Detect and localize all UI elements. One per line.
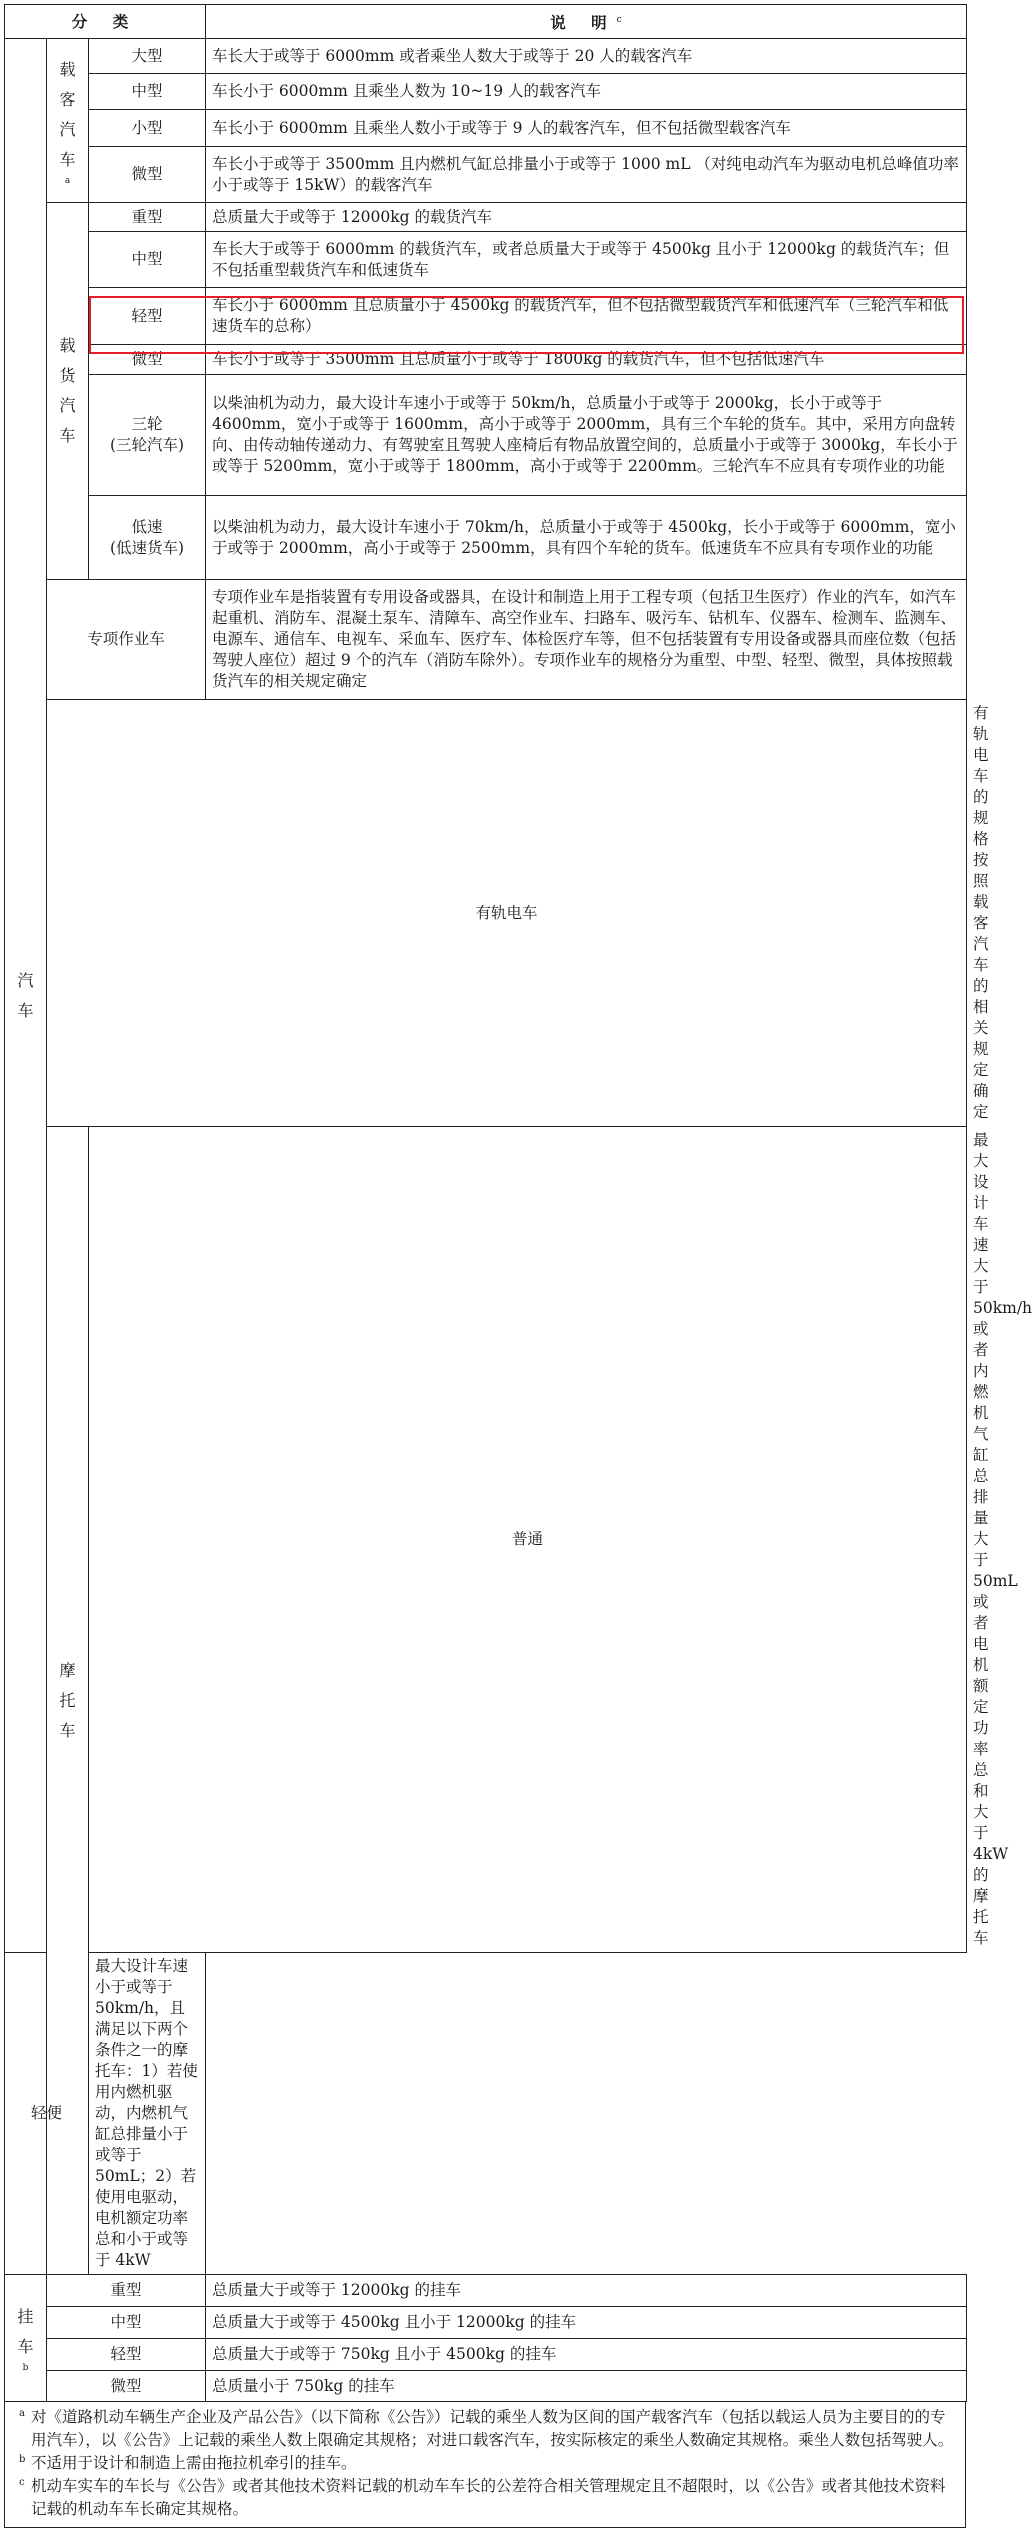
type-cell: 微型 <box>47 2371 206 2402</box>
table-row <box>5 110 967 147</box>
type-cell: 中型 <box>89 74 206 110</box>
desc-cell: 车长小于 6000mm 且乘坐人数为 10~19 人的载客汽车 <box>206 74 967 110</box>
desc-cell: 总质量大于或等于 750kg 且小于 4500kg 的挂车 <box>206 2339 967 2371</box>
type-cell: 中型 <box>89 232 206 288</box>
footnotes <box>4 2402 966 2528</box>
desc-cell: 车长小于或等于 3500mm 且内燃机气缸总排量小于或等于 1000 mL （对纯电动汽车为驱动电机总峰值功率小于或等于 15kW）的载客汽车 <box>206 147 967 203</box>
table-row <box>5 345 967 375</box>
desc-cell: 以柴油机为动力，最大设计车速小于或等于 50km/h，总质量小于或等于 2000kg，长小于或等于 4600mm，宽小于或等于 1600mm，高小于或等于 2000mm，具有三个车轮的货车。其中，采用方向盘转向、由传动轴传递动力、有驾驶室且驾驶人座椅后有物品放置空间的，总质量小于或等于 3000kg，车长小于或等于 5200mm，宽小于或等于 1800mm，高小于或等于 2200mm。三轮汽车不应具有专项作业的功能 <box>206 375 967 496</box>
table-row-highlighted <box>5 288 967 345</box>
vehicle-classification-table <box>4 4 1032 2402</box>
type-cell: 有轨电车 <box>47 700 967 1127</box>
table-row <box>5 2275 967 2307</box>
table-row <box>5 496 967 580</box>
desc-cell: 车长大于或等于 6000mm 或者乘坐人数大于或等于 20 人的载客汽车 <box>206 39 967 74</box>
group-auto: 汽 车 <box>5 39 47 1953</box>
table-row: 有轨电车 有轨电车的规格按照载客汽车的相关规定确定 <box>5 700 967 1127</box>
spec-document <box>4 4 1032 2518</box>
table-row <box>5 203 967 232</box>
table-row <box>5 39 967 74</box>
table-row <box>5 375 967 496</box>
type-cell: 轻型 <box>89 288 206 345</box>
table-row <box>5 2307 967 2339</box>
type-cell: 重型 <box>89 203 206 232</box>
table-row <box>5 147 967 203</box>
type-cell: 专项作业车 <box>47 580 206 700</box>
group-passenger: 载 客 汽 车 a <box>47 39 89 203</box>
footnote-b: b 不适用于设计和制造上需由拖拉机牵引的挂车。 <box>19 2454 357 2472</box>
type-cell: 小型 <box>89 110 206 147</box>
footnote-c: c 机动车实车的车长与《公告》或者其他技术资料记载的机动车车长的公差符合相关管理规定且不超限时，以《公告》或者其他技术资料记载的机动车车长确定其规格。 <box>19 2477 946 2518</box>
desc-cell: 车长大于或等于 6000mm 的载货汽车，或者总质量大于或等于 4500kg 且小于 12000kg 的载货汽车；但不包括重型载货汽车和低速货车 <box>206 232 967 288</box>
type-cell: 微型 <box>89 345 206 375</box>
table-row: 摩 托 车 普通 最大设计车速大于 50km/h 或者内燃机气缸总排量大于 50mL 或者电机额定功率总和大于 4kW 的摩托车 <box>5 1127 967 1953</box>
type-cell: 低速 (低速货车) <box>89 496 206 580</box>
desc-cell: 以柴油机为动力，最大设计车速小于 70km/h，总质量小于或等于 4500kg，长小于或等于 6000mm，宽小于或等于 2000mm，高小于或等于 2500mm，具有四个车轮的货车。低速货车不应具有专项作业的功能 <box>206 496 967 580</box>
type-cell: 轻型 <box>47 2339 206 2371</box>
desc-cell: 总质量小于 750kg 的挂车 <box>206 2371 967 2402</box>
table-row <box>5 2371 967 2402</box>
header-description: 说 明$^c$ <box>206 5 967 39</box>
desc-cell: 专项作业车是指装置有专用设备或器具，在设计和制造上用于工程专项（包括卫生医疗）作业的汽车，如汽车起重机、消防车、混凝土泵车、清障车、高空作业车、扫路车、吸污车、钻机车、仪器车、检测车、监测车、电源车、通信车、电视车、采血车、医疗车、体检医疗车等，但不包括装置有专用设备或器具而座位数（包括驾驶人座位）超过 9 个的汽车（消防车除外）。专项作业车的规格分为重型、中型、轻型、微型，具体按照载货汽车的相关规定确定 <box>206 580 967 700</box>
desc-cell: 总质量大于或等于 12000kg 的挂车 <box>206 2275 967 2307</box>
desc-cell: 总质量大于或等于 4500kg 且小于 12000kg 的挂车 <box>206 2307 967 2339</box>
desc-cell: 最大设计车速小于或等于 50km/h，且满足以下两个条件之一的摩托车：1）若使用内燃机驱动，内燃机气缸总排量小于或等于 50mL；2）若使用电驱动，电机额定功率总和小于或等于 4kW <box>89 1953 206 2275</box>
table-row <box>5 74 967 110</box>
table-row <box>5 232 967 288</box>
group-truck: 载 货 汽 车 <box>47 203 89 580</box>
group-moto: 摩 托 车 <box>47 1127 89 2275</box>
type-cell: 中型 <box>47 2307 206 2339</box>
desc-cell: 车长小于或等于 3500mm 且总质量小于或等于 1800kg 的载货汽车，但不包括低速汽车 <box>206 345 967 375</box>
table-row <box>5 1953 967 2275</box>
header-note-mark: c <box>616 14 622 25</box>
table-header-row <box>5 5 967 39</box>
type-cell: 大型 <box>89 39 206 74</box>
type-cell: 微型 <box>89 147 206 203</box>
table-row <box>5 2339 967 2371</box>
footnote-a: a 对《道路机动车辆生产企业及产品公告》（以下简称《公告》）记载的乘坐人数为区间的国产载客汽车（包括以载运人员为主要目的的专用汽车），以《公告》上记载的乘坐人数上限确定其规格；对进口载客汽车，按实际核定的乘坐人数确定其规格。乘坐人数包括驾驶人。 <box>19 2408 954 2449</box>
type-cell: 普通 <box>89 1127 967 1953</box>
type-cell: 三轮 (三轮汽车) <box>89 375 206 496</box>
table-row <box>5 580 967 700</box>
type-cell: 重型 <box>47 2275 206 2307</box>
desc-cell: 总质量大于或等于 12000kg 的载货汽车 <box>206 203 967 232</box>
header-category: 分 类 <box>5 5 206 39</box>
type-cell: 轻便 <box>5 1953 89 2275</box>
desc-cell: 车长小于 6000mm 且总质量小于 4500kg 的载货汽车，但不包括微型载货汽车和低速汽车（三轮汽车和低速货车的总称） <box>206 288 967 345</box>
group-trailer: 挂 车 b <box>5 2275 47 2402</box>
desc-cell: 车长小于 6000mm 且乘坐人数小于或等于 9 人的载客汽车，但不包括微型载客汽车 <box>206 110 967 147</box>
